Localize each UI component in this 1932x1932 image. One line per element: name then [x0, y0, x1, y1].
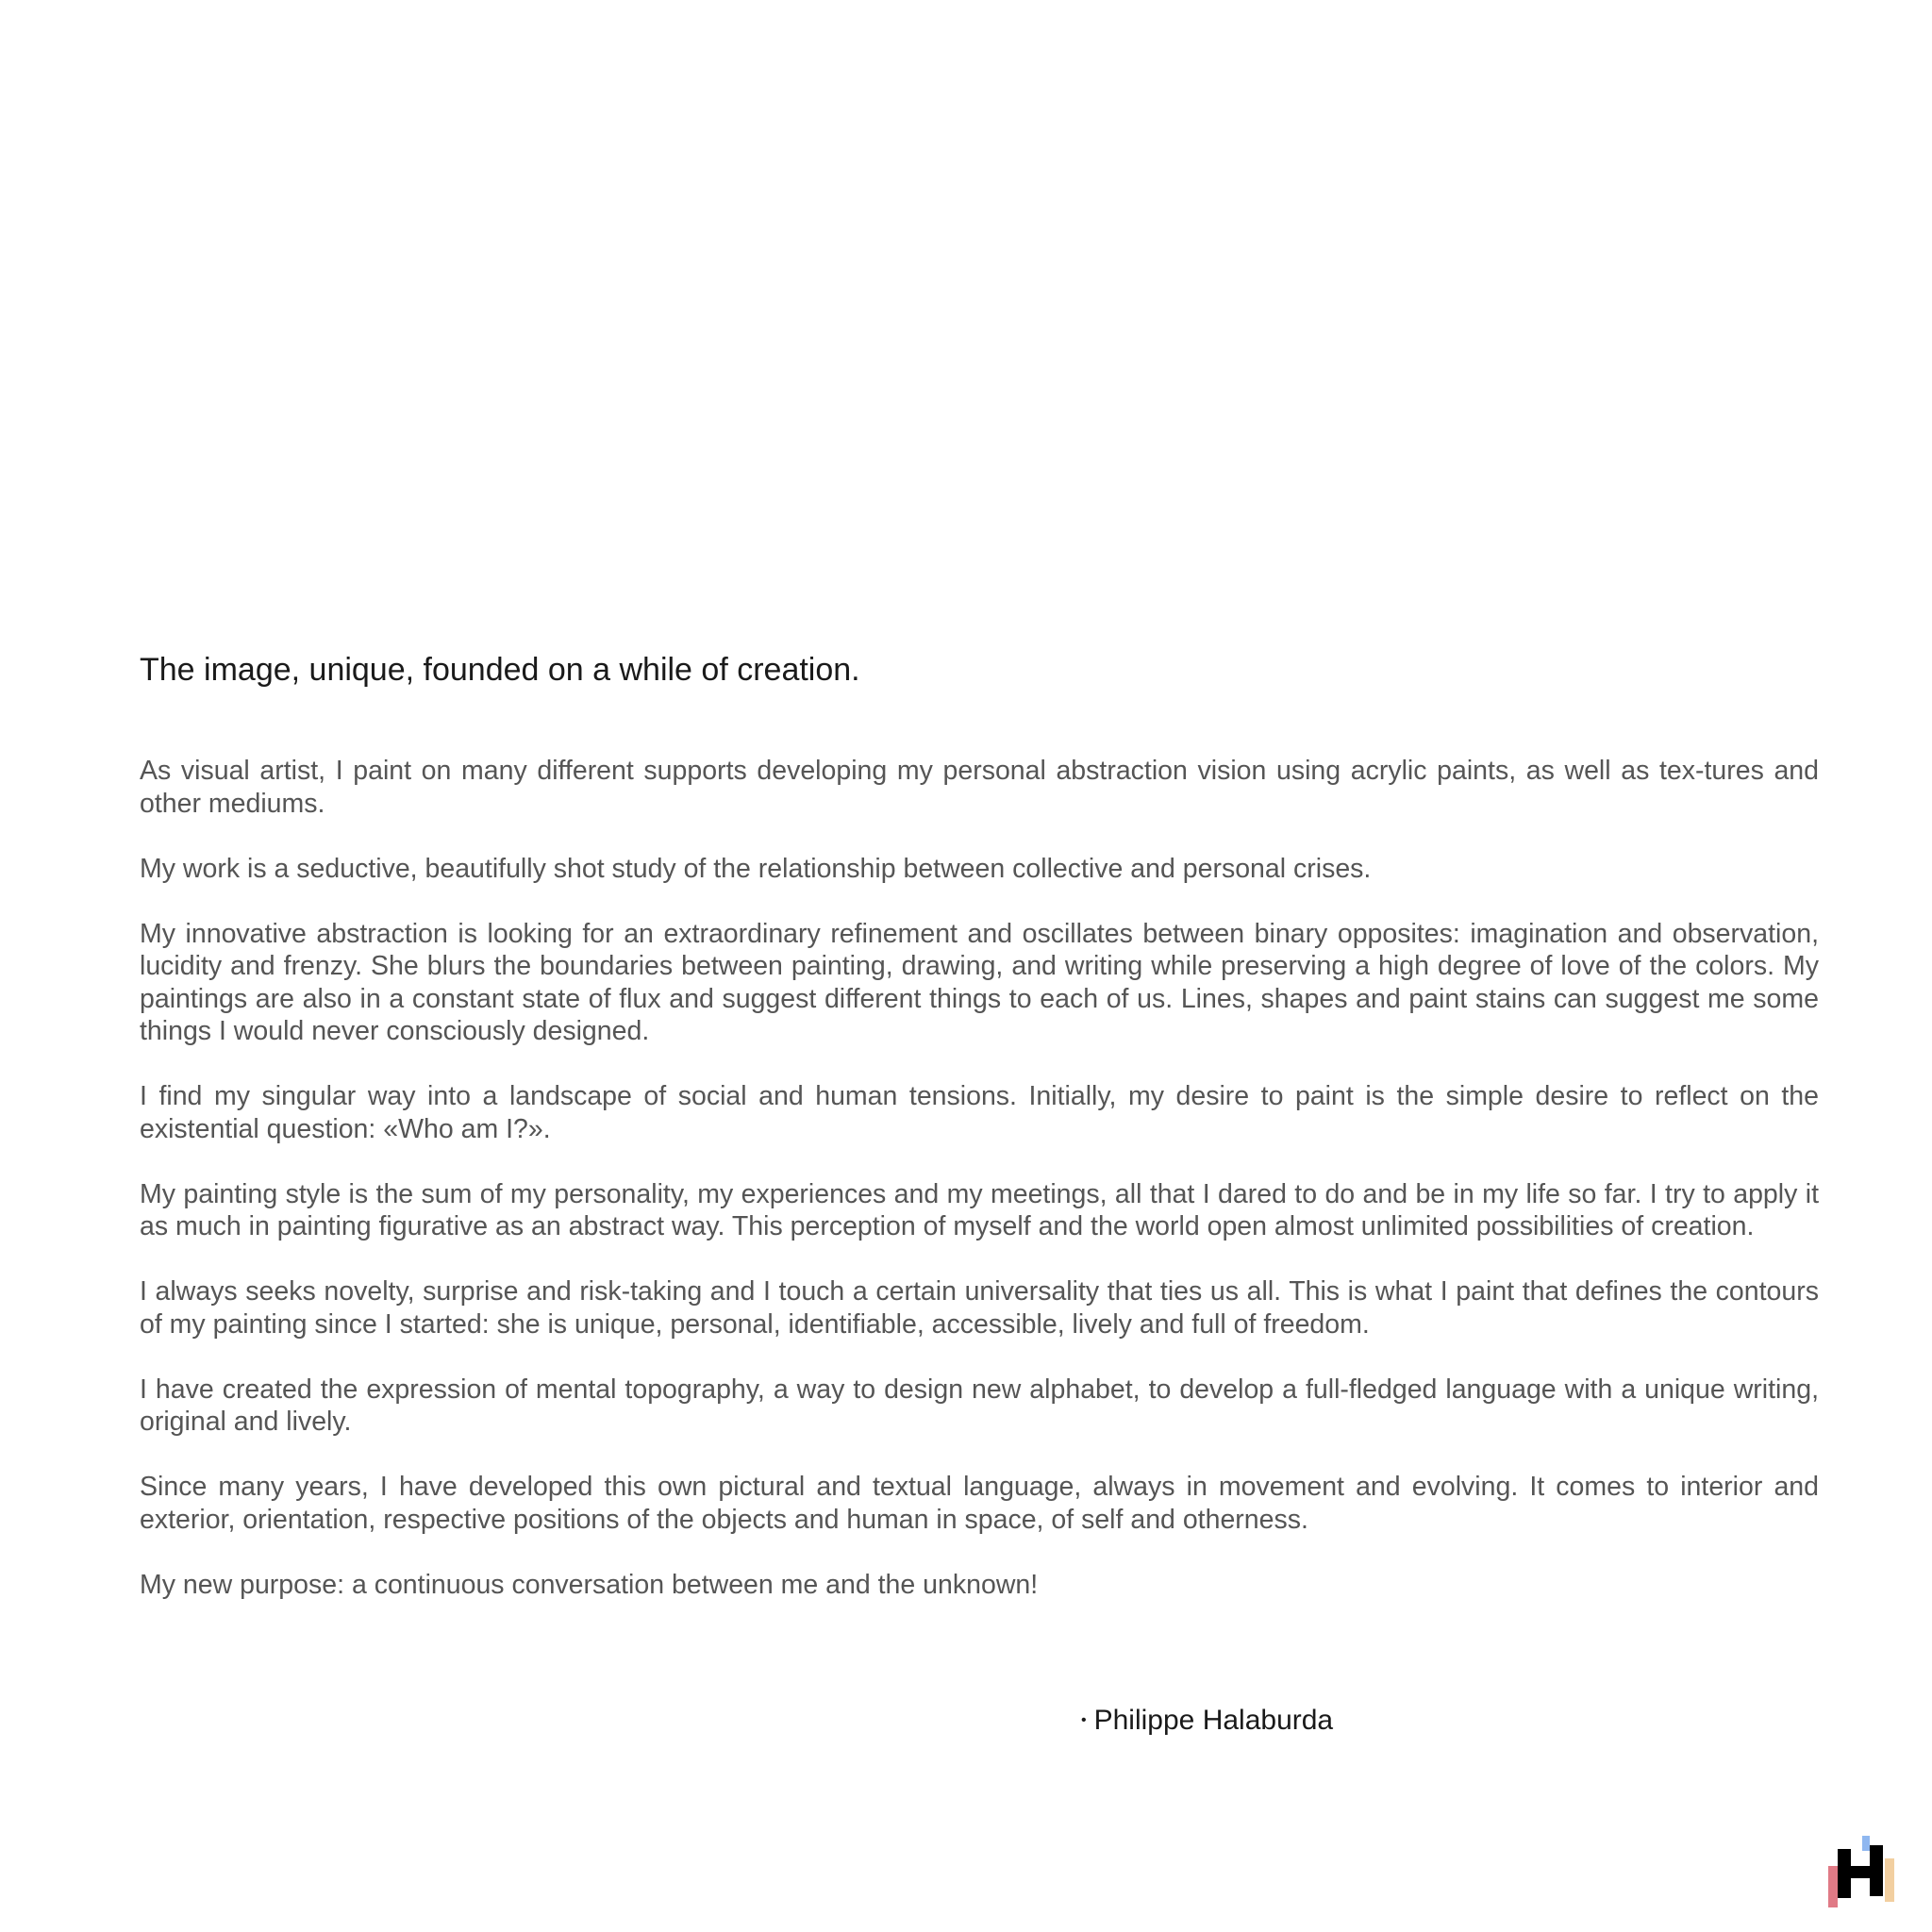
paragraph-9: My new purpose: a continuous conversation between me and the unknown!: [140, 1569, 1039, 1600]
page-title: The image, unique, founded on a while of creation.: [140, 652, 860, 688]
paragraph-4: I find my singular way into a landscape of social and human tensions. Initially, my desire to paint is the simple desire to reflect on the existential question: «Who am I?».: [140, 1081, 1819, 1144]
logo-h-left-stem: [1838, 1849, 1851, 1898]
logo-top-bar: [1862, 1836, 1870, 1851]
paragraph-8: Since many years, I have developed this own pictural and textual language, always in movement and evolving. It comes to interior and exterior, orientation, respective positions of the objects and human in space, of self and otherness.: [140, 1472, 1819, 1535]
logo-right-bar: [1885, 1858, 1894, 1902]
artist-statement: [140, 755, 1819, 1634]
halaburda-logo-icon: [1828, 1836, 1896, 1907]
logo-left-bar: [1828, 1866, 1838, 1907]
paragraph-3: My innovative abstraction is looking for an extraordinary refinement and oscillates between binary opposites: imagination and observation, lucidity and frenzy. She blurs the boundaries between painting, drawing, and writing while preserving a high degree of love of the colors. My paintings are also in a constant state of flux and suggest different things to each of us. Lines, shapes and paint stains can suggest me some things I would never consciously designed.: [140, 918, 1819, 1046]
signature: [1081, 1704, 1333, 1738]
logo-h-crossbar: [1849, 1866, 1872, 1878]
signature-name: Philippe Halaburda: [1093, 1705, 1334, 1736]
paragraph-2: My work is a seductive, beautifully shot study of the relationship between collective and personal crises.: [140, 853, 1372, 884]
paragraph-7: I have created the expression of mental topography, a way to design new alphabet, to develop a full-fledged language with a unique writing, original and lively.: [140, 1374, 1819, 1437]
paragraph-5: My painting style is the sum of my personality, my experiences and my meetings, all that I dared to do and be in my life so far. I try to apply it as much in painting figurative as an abstract way. This perception of myself and the world open almost unlimited possibilities of creation.: [140, 1178, 1819, 1241]
paragraph-1: As visual artist, I paint on many different supports developing my personal abstraction vision using acrylic paints, as well as tex-tures and other mediums.: [140, 756, 1819, 819]
logo-h-right-stem: [1870, 1845, 1883, 1896]
signature-bullet: •: [1081, 1712, 1087, 1728]
paragraph-6: I always seeks novelty, surprise and risk-taking and I touch a certain universality that ties us all. This is what I paint that defines the contours of my painting since I started: she is unique, personal, identifiable, accessible, lively and full of freedom.: [140, 1276, 1819, 1340]
